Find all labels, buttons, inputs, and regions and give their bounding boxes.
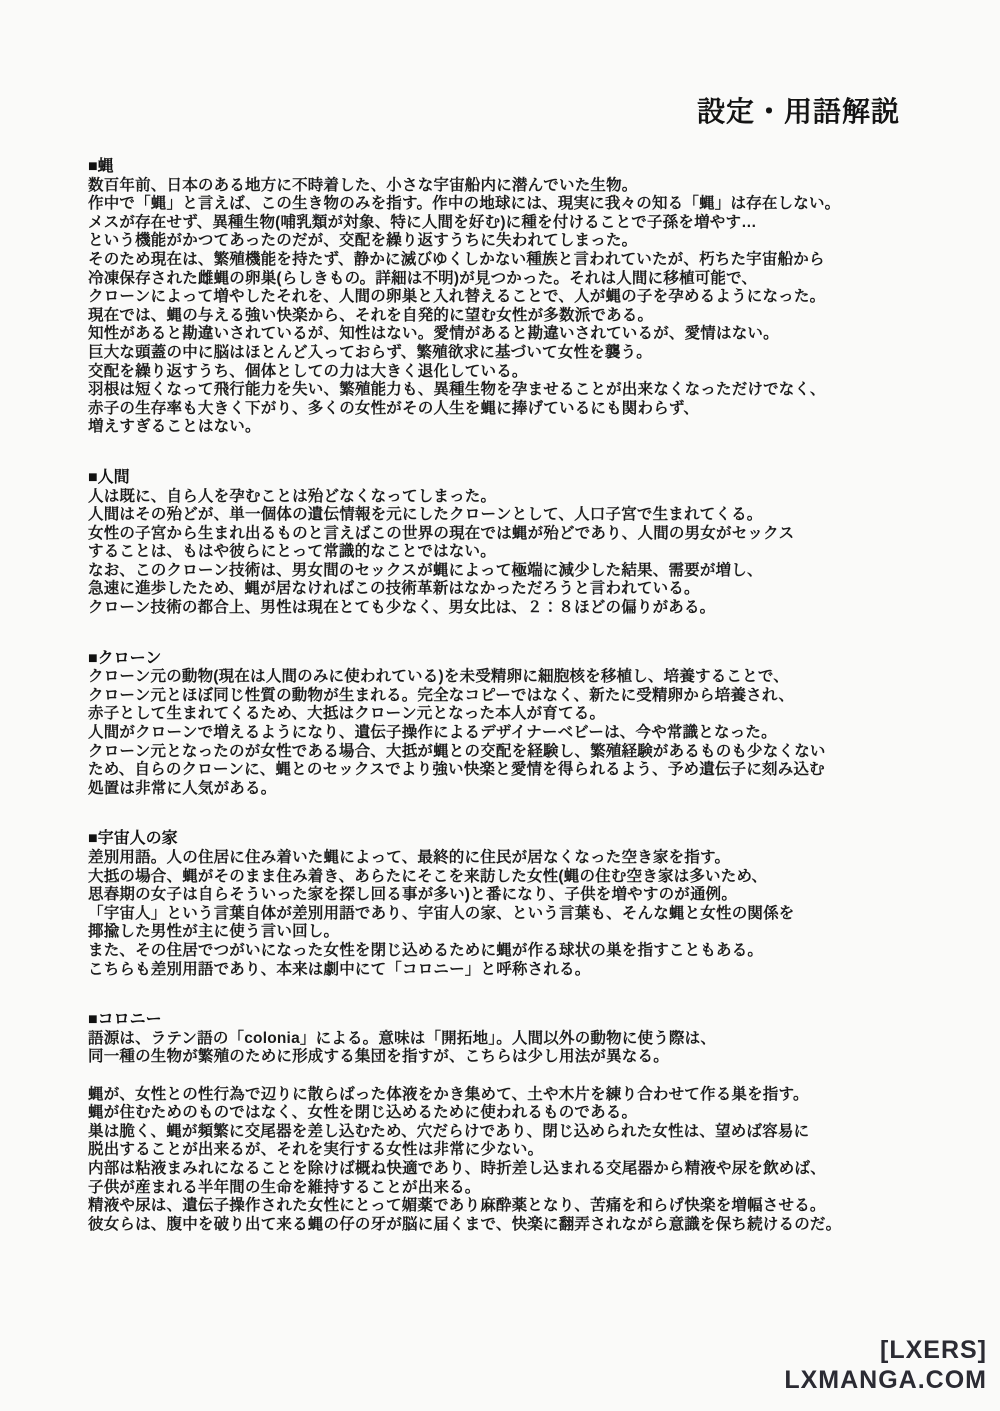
text-line: クローン元の動物(現在は人間のみに使われている)を未受精卵に細胞核を移植し、培養することで、 xyxy=(88,668,789,686)
text-line: 人は既に、自ら人を孕むことは殆どなくなってしまった。 xyxy=(88,487,497,505)
glossary-content xyxy=(88,158,948,1266)
text-line: 冷凍保存された雌蝿の卵巣(らしきもの。詳細は不明)が見つかった。それは人間に移植可能で、 xyxy=(88,269,758,287)
glossary-section xyxy=(88,469,948,618)
text-line: 赤子として生まれてくるため、大抵はクローン元となった本人が育てる。 xyxy=(88,705,606,723)
text-line: 現在では、蝿の与える強い快楽から、それを自発的に望む女性が多数派である。 xyxy=(88,306,654,324)
text-line: メスが存在せず、異種生物(哺乳類が対象、特に人間を好む)に種を付けることで子孫を増やす… xyxy=(88,213,757,231)
text-line: また、その住居でつがいになった女性を閉じ込めるために蝿が作る球状の巣を指すこともある。 xyxy=(88,941,764,959)
text-line: 「宇宙人」という言葉自体が差別用語であり、宇宙人の家、という言葉も、そんな蝿と女性の関係を xyxy=(88,904,795,922)
text-line: 巨大な頭蓋の中に脳はほとんど入っておらず、繁殖欲求に基づいて女性を襲う。 xyxy=(88,343,652,361)
text-line: 彼女らは、腹中を破り出て来る蝿の仔の牙が脳に届くまで、快楽に翻弄されながら意識を保ち続けるのだ。 xyxy=(88,1215,842,1233)
text-line: クローン元とほぼ同じ性質の動物が生まれる。完全なコピーではなく、新たに受精卵から培養され、 xyxy=(88,686,795,704)
text-line: 数百年前、日本のある地方に不時着した、小さな宇宙船内に潜んでいた生物。 xyxy=(88,176,638,194)
watermark xyxy=(784,1335,987,1395)
text-line: そのため現在は、繁殖機能を持たず、静かに滅びゆくしかない種族と言われていたが、朽ちた宇宙船から xyxy=(88,250,825,268)
glossary-section xyxy=(88,158,948,437)
text-line: 赤子の生存率も大きく下がり、多くの女性がその人生を蝿に捧げているにも関わらず、 xyxy=(88,399,700,417)
page-title: 設定・用語解説 xyxy=(696,96,900,127)
text-line: という機能がかつてあったのだが、交配を繰り返すうちに失われてしまった。 xyxy=(88,232,638,250)
text-line: 交配を繰り返すうち、個体としての力は大きく退化している。 xyxy=(88,362,528,380)
text-line: 脱出することが出来るが、それを実行する女性は非常に少ない。 xyxy=(88,1141,544,1159)
text-line: 羽根は短くなって飛行能力を失い、繁殖能力も、異種生物を孕ませることが出来なくなっただけでなく、 xyxy=(88,381,826,399)
text-line: 同一種の生物が繁殖のために形成する集団を指すが、こちらは少し用法が異なる。 xyxy=(88,1048,669,1066)
text-line: 急速に進歩したため、蝿が居なければこの技術革新はなかっただろうと言われている。 xyxy=(88,580,700,598)
text-line: 作中で「蝿」と言えば、この生き物のみを指す。作中の地球には、現実に我々の知る「蝿」は存在しない。 xyxy=(88,195,841,213)
text-line: 内部は粘液まみれになることを除けば概ね快適であり、時折差し込まれる交尾器から精液や尿を飲めば、 xyxy=(88,1159,826,1177)
text-line: クローン技術の都合上、男性は現在とても少なく、男女比は、２：８ほどの偏りがある。 xyxy=(88,599,716,617)
glossary-section xyxy=(88,830,948,979)
text-line: 女性の子宮から生まれ出るものと言えばこの世界の現在では蝿が殆どであり、人間の男女がセックス xyxy=(88,524,795,542)
text-line: 人間はその殆どが、単一個体の遺伝情報を元にしたクローンとして、人口子宮で生まれてくる。 xyxy=(88,506,763,524)
glossary-section xyxy=(88,650,948,799)
section-heading: ■蝿 xyxy=(88,158,114,175)
section-heading: ■クローン xyxy=(88,649,162,667)
text-line xyxy=(88,1067,948,1086)
text-line: 差別用語。人の住居に住み着いた蝿によって、最終的に住民が居なくなった空き家を指す。 xyxy=(88,849,731,866)
text-line: 思春期の女子は自らそういった家を探し回る事が多い)と番になり、子供を増やすのが通例。 xyxy=(88,886,738,904)
section-heading: ■コロニー xyxy=(88,1011,162,1029)
text-line: 語源は、ラテン語の「colonia」による。意味は「開拓地」。人間以外の動物に使う際は、 xyxy=(88,1029,717,1047)
text-line: 蝿が、女性との性行為で辺りに散らばった体液をかき集めて、土や木片を練り合わせて作る巣を指す。 xyxy=(88,1085,809,1103)
text-line: ため、自らのクローンに、蝿とのセックスでより強い快楽と愛情を得られるよう、予め遺伝子に刻み込む xyxy=(88,761,825,779)
section-heading: ■人間 xyxy=(88,468,130,486)
text-line: 増えすぎることはない。 xyxy=(88,418,261,436)
watermark-site-label: LXMANGA.COM xyxy=(784,1366,987,1394)
text-line: 知性があると勘違いされているが、知性はない。愛情があると勘違いされているが、愛情はない。 xyxy=(88,325,779,343)
text-line: クローン元となったのが女性である場合、大抵が蝿との交配を経験し、繁殖経験があるものも少なくない xyxy=(88,742,826,760)
glossary-section xyxy=(88,1011,948,1234)
watermark-group-label: [LXERS] xyxy=(880,1336,987,1364)
text-line: 人間がクローンで増えるようになり、遺伝子操作によるデザイナーベビーは、今や常識となった。 xyxy=(88,724,777,742)
text-line: 子供が産まれる半年間の生命を維持することが出来る。 xyxy=(88,1178,481,1196)
text-line: 巣は脆く、蝿が頻繁に交尾器を差し込むため、穴だらけであり、閉じ込められた女性は、望めば容易に xyxy=(88,1122,810,1140)
text-line: することは、もはや彼らにとって常識的なことではない。 xyxy=(88,543,496,561)
text-line: 揶揄した男性が主に使う言い回し。 xyxy=(88,923,340,941)
section-heading: ■宇宙人の家 xyxy=(88,830,178,848)
text-line: こちらも差別用語であり、本来は劇中にて「コロニー」と呼称される。 xyxy=(88,960,591,978)
text-line: 大抵の場合、蝿がそのまま住み着き、あらたにそこを来訪した女性(蝿の住む空き家は多いため、 xyxy=(88,867,768,885)
text-line: なお、このクローン技術は、男女間のセックスが蝿によって極端に減少した結果、需要が増し、 xyxy=(88,561,763,579)
text-line: 蝿が住むためのものではなく、女性を閉じ込めるために使われるものである。 xyxy=(88,1104,638,1122)
text-line: 精液や尿は、遺伝子操作された女性にとって媚薬であり麻酔薬となり、苦痛を和らげ快楽を増幅させる。 xyxy=(88,1197,826,1215)
text-line: クローンによって増やしたそれを、人間の卵巣と入れ替えることで、人が蝿の子を孕めるようになった。 xyxy=(88,288,826,306)
text-line: 処置は非常に人気がある。 xyxy=(88,779,277,797)
